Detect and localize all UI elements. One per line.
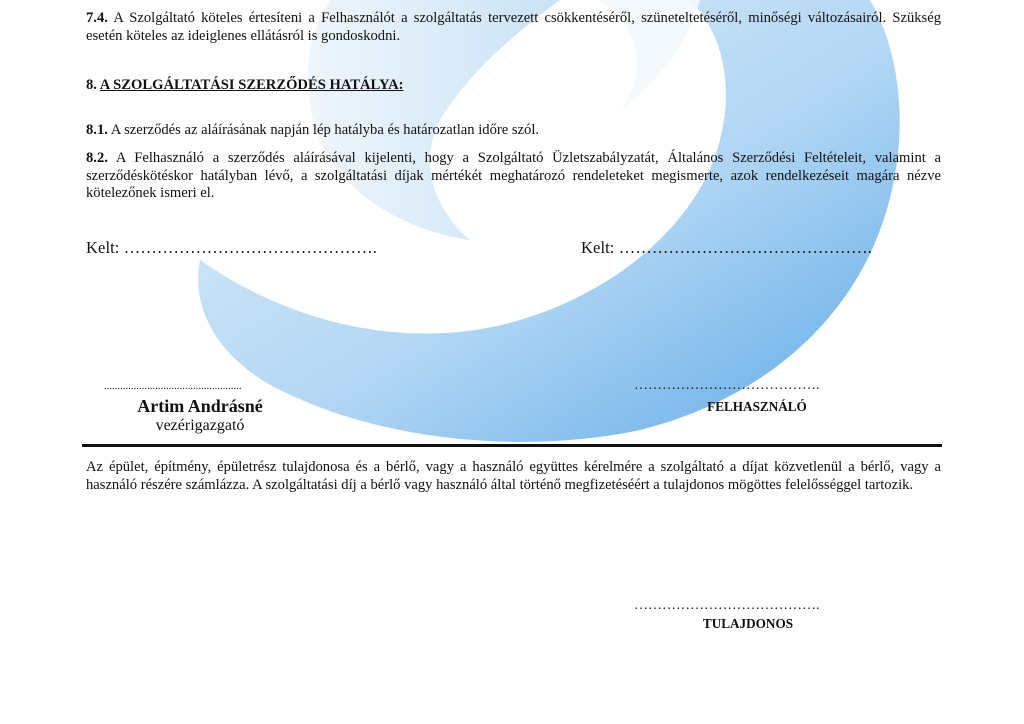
date-field-right: Kelt: ………………………………………. bbox=[581, 238, 872, 257]
owner-note: Az épület, építmény, épületrész tulajdonosa és a bérlő, vagy a használó együttes kérelmére a szolgáltató a díjat közvetlenül a bérlő, vagy a használó részére számlázza. A szolgáltatási díj a bérlő vagy használó által történő megfizetéséért a tulajdonos mögöttes felelősséggel tartozik. bbox=[86, 459, 941, 493]
paragraph-number: 8.2. bbox=[86, 150, 108, 166]
paragraph-text: A szerződés az aláírásának napján lép hatályba és határozatlan időre szól. bbox=[110, 122, 540, 138]
date-field-left: Kelt: ………………………………………. bbox=[86, 238, 377, 257]
user-signature-line: …………………………………. bbox=[634, 378, 820, 393]
owner-signature-line: …………………………………. bbox=[634, 598, 820, 613]
section-heading bbox=[86, 77, 404, 94]
provider-title: vezérigazgató bbox=[155, 417, 245, 434]
section-title: A SZOLGÁLTATÁSI SZERZŐDÉS HATÁLYA: bbox=[99, 77, 404, 93]
provider-signature-line: ................................................... bbox=[104, 381, 242, 392]
paragraph-text: A Szolgáltató köteles értesíteni a Felhasználót a szolgáltatás tervezett csökkentéséről, szüneteltetéséről, minőségi változásairól. Szükség esetén köteles az ideiglenes ellátásról is gondoskodni. bbox=[86, 10, 942, 44]
paragraph-8-1 bbox=[86, 122, 941, 140]
paragraph-8-2 bbox=[86, 150, 941, 203]
paragraph-7-4 bbox=[86, 10, 941, 45]
user-label: FELHASZNÁLÓ bbox=[707, 399, 807, 414]
paragraph-number: 8.1. bbox=[86, 122, 108, 138]
provider-name: Artim Andrásné bbox=[137, 396, 263, 416]
divider bbox=[82, 444, 942, 447]
section-number: 8. bbox=[86, 77, 97, 93]
paragraph-text: A Felhasználó a szerződés aláírásával kijelenti, hogy a Szolgáltató Üzletszabályzatát, Általános Szerződési Feltételeit, valamint a szerződéskötéskor hatályban lévő, a szolgáltatási díjak mértékét meghatározó rendeleteket megismerte, azok rendelkezéseit magára nézve kötelezőnek ismeri el. bbox=[86, 150, 941, 201]
paragraph-number: 7.4. bbox=[86, 10, 108, 26]
owner-label: TULAJDONOS bbox=[702, 616, 794, 631]
